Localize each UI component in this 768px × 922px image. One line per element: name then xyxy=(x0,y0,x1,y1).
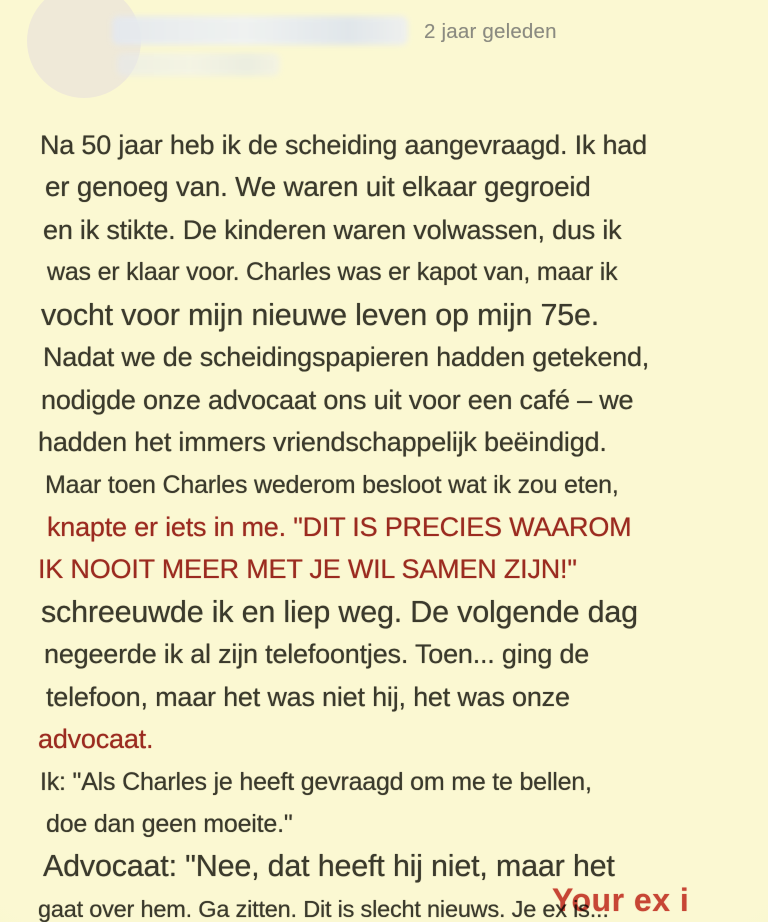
story-line: en ik stikte. De kinderen waren volwassen, dus ik xyxy=(43,214,622,245)
story-line: vocht voor mijn nieuwe leven op mijn 75e. xyxy=(41,297,600,332)
story-line: doe dan geen moeite." xyxy=(46,810,293,838)
story-line: negeerde ik al zijn telefoontjes. Toen... ging de xyxy=(44,639,590,670)
story-line: knapte er iets in me. "DIT IS PRECIES WAAROM xyxy=(47,511,632,542)
story-line: was er klaar voor. Charles was er kapot van, maar ik xyxy=(47,258,618,287)
story-line: IK NOOIT MEER MET JE WIL SAMEN ZIJN!" xyxy=(38,554,577,585)
post-header xyxy=(0,0,768,115)
story-line: Ik: "Als Charles je heeft gevraagd om me te bellen, xyxy=(40,767,592,796)
story-line: advocaat. xyxy=(38,724,154,755)
username-redacted[interactable] xyxy=(112,16,408,45)
story-text xyxy=(38,124,768,922)
avatar-photo xyxy=(27,0,141,98)
story-line: hadden het immers vriendschappelijk beëindigd. xyxy=(38,427,607,458)
story-line: Nadat we de scheidingspapieren hadden getekend, xyxy=(43,342,650,373)
story-line: Maar toen Charles wederom besloot wat ik zou eten, xyxy=(45,470,619,499)
avatar[interactable] xyxy=(27,0,141,98)
post-timestamp: 2 jaar geleden xyxy=(424,20,557,43)
story-line: Na 50 jaar heb ik de scheiding aangevraagd. Ik had xyxy=(40,130,647,160)
username-redacted-subline xyxy=(117,53,280,76)
story-line: schreeuwde ik en liep weg. De volgende dag xyxy=(41,594,638,629)
story-line: Advocaat: "Nee, dat heeft hij niet, maar het xyxy=(43,849,615,884)
story-line: nodigde onze advocaat ons uit voor een café – we xyxy=(41,384,634,415)
story-line: telefoon, maar het was niet hij, het was onze xyxy=(46,681,570,712)
story-line: gaat over hem. Ga zitten. Dit is slecht nieuws. Je ex is... xyxy=(38,895,609,922)
story-line: er genoeg van. We waren uit elkaar gegroeid xyxy=(45,171,591,203)
watermark-text: Your ex i xyxy=(552,882,690,918)
